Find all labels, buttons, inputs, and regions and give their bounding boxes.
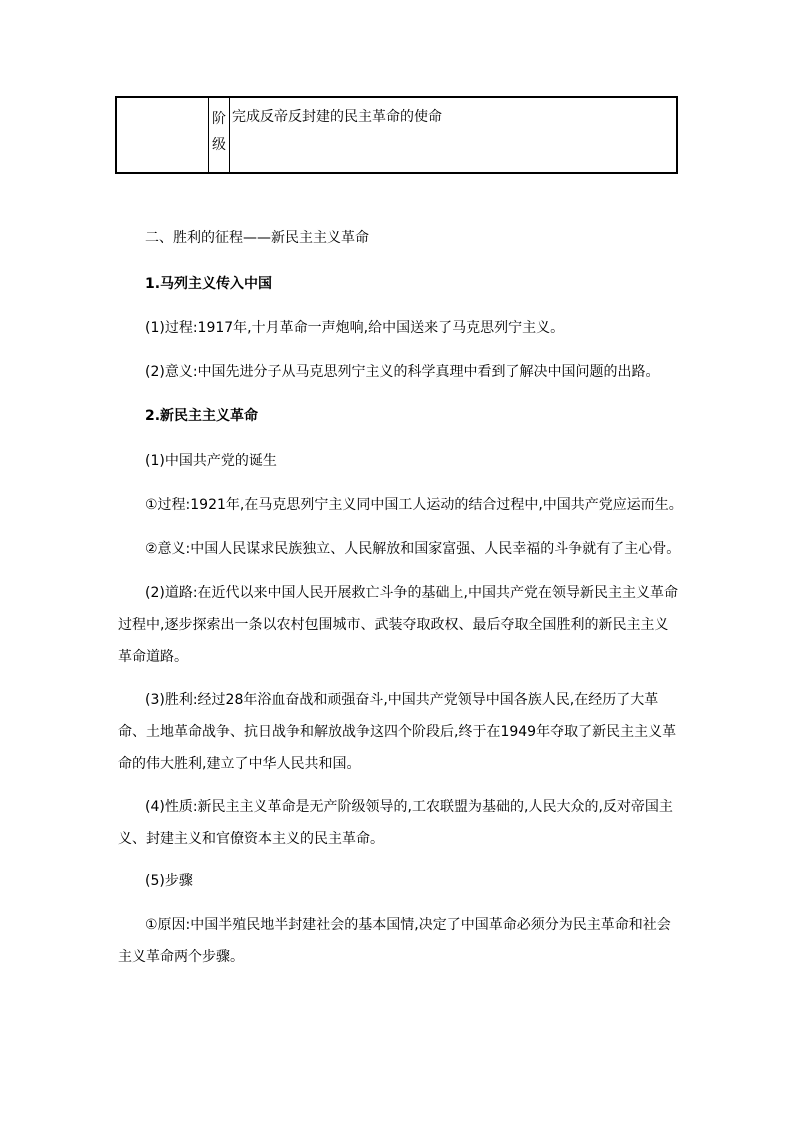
table-content-cell: 完成反帝反封建的民主革命的使命: [232, 109, 442, 125]
section-title: 二、胜利的征程——新民主主义革命: [145, 230, 369, 246]
paragraph-nature: (4)性质:新民主主义革命是无产阶级领导的,工农联盟为基础的,人民大众的,反对帝国主义、封建主义和官僚资本主义的民主革命。: [118, 799, 673, 847]
label-char: 阶: [212, 111, 226, 127]
heading-new-democratic: 2.新民主主义革命: [145, 408, 259, 424]
summary-table: [115, 96, 678, 174]
paragraph-road: (2)道路:在近代以来中国人民开展救亡斗争的基础上,中国共产党在领导新民主主义革命过程中,逐步探索出一条以农村包围城市、武装夺取政权、最后夺取全国胜利的新民主主义革命道路。: [118, 585, 678, 665]
heading-marxism: 1.马列主义传入中国: [145, 276, 273, 292]
paragraph-reason: ①原因:中国半殖民地半封建社会的基本国情,决定了中国革命必须分为民主革命和社会主义革命两个步骤。: [118, 917, 671, 965]
paragraph-meaning: (2)意义:中国先进分子从马克思列宁主义的科学真理中看到了解决中国问题的出路。: [145, 364, 660, 380]
label-char: 级: [212, 137, 226, 153]
paragraph-victory: (3)胜利:经过28年浴血奋战和顽强奋斗,中国共产党领导中国各族人民,在经历了大革命、土地革命战争、抗日战争和解放战争这四个阶段后,终于在1949年夺取了新民主主义革命的伟大胜利,建立了中华人民共和国。: [118, 692, 677, 772]
table-label-cell: [209, 98, 230, 172]
paragraph-steps: (5)步骤: [145, 873, 193, 889]
table-empty-cell: [117, 98, 209, 172]
paragraph-birth-process: ①过程:1921年,在马克思列宁主义同中国工人运动的结合过程中,中国共产党应运而生。: [145, 497, 683, 513]
paragraph-process: (1)过程:1917年,十月革命一声炮响,给中国送来了马克思列宁主义。: [145, 320, 565, 336]
paragraph-party-birth: (1)中国共产党的诞生: [145, 453, 277, 469]
paragraph-birth-meaning: ②意义:中国人民谋求民族独立、人民解放和国家富强、人民幸福的斗争就有了主心骨。: [145, 541, 681, 557]
